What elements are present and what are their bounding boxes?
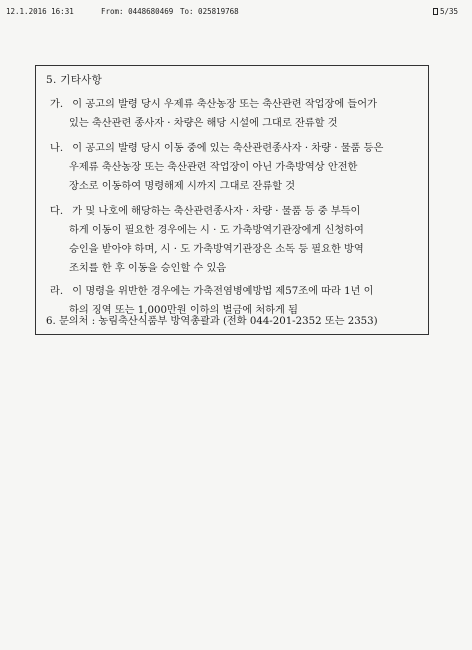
notice-box xyxy=(35,65,429,335)
contact-info: 6. 문의처 : 농림축산식품부 방역총괄과 (전화 044-201-2352 또는 2353) xyxy=(46,316,378,327)
fax-to-number: To: 025819768 xyxy=(180,7,239,16)
item-text: 우제류 축산농장 또는 축산관련 작업장이 아닌 가축방역상 안전한 xyxy=(69,162,358,173)
item-text: 승인을 받아야 하며, 시 · 도 가축방역기관장은 소독 등 필요한 방역 xyxy=(69,244,364,255)
item-text: 조치를 한 후 이동을 승인할 수 있음 xyxy=(69,263,227,274)
fax-page-number: 5/35 xyxy=(439,7,458,16)
notice-item-da xyxy=(50,202,424,278)
item-text: 이 공고의 발령 당시 우제류 축산농장 또는 축산관련 작업장에 들어가 xyxy=(72,99,377,110)
item-label: 가. xyxy=(50,99,64,110)
item-label: 나. xyxy=(50,143,64,154)
item-line xyxy=(50,202,424,221)
item-line xyxy=(50,139,424,158)
item-label: 라. xyxy=(50,286,64,297)
fax-page-indicator xyxy=(433,7,458,16)
notice-item-na xyxy=(50,139,424,196)
notice-item-ga xyxy=(50,95,424,133)
item-text: 이 명령을 위반한 경우에는 가축전염병예방법 제57조에 따라 1년 이 xyxy=(72,286,374,297)
item-line xyxy=(50,95,424,114)
section-title: 5. 기타사항 xyxy=(46,74,103,86)
fax-header xyxy=(6,7,458,19)
item-text: 장소로 이동하여 명령해제 시까지 그대로 잔류할 것 xyxy=(69,181,296,192)
item-text: 있는 축산관련 종사자 · 차량은 해당 시설에 그대로 잔류할 것 xyxy=(69,118,338,129)
page-icon xyxy=(433,8,438,15)
item-text: 이 공고의 발령 당시 이동 중에 있는 축산관련종사자 · 차량 · 물품 등은 xyxy=(72,143,384,154)
item-text: 가 및 나호에 해당하는 축산관련종사자 · 차량 · 물품 등 중 부득이 xyxy=(72,206,361,217)
fax-from-number: From: 0448680469 xyxy=(101,7,174,16)
item-text: 하의 징역 또는 1,000만원 이하의 벌금에 처하게 됨 xyxy=(69,305,298,316)
item-text: 하게 이동이 필요한 경우에는 시 · 도 가축방역기관장에게 신청하여 xyxy=(69,225,364,236)
fax-timestamp: 12.1.2016 16:31 xyxy=(6,7,74,16)
item-line xyxy=(50,282,424,301)
item-label: 다. xyxy=(50,206,64,217)
